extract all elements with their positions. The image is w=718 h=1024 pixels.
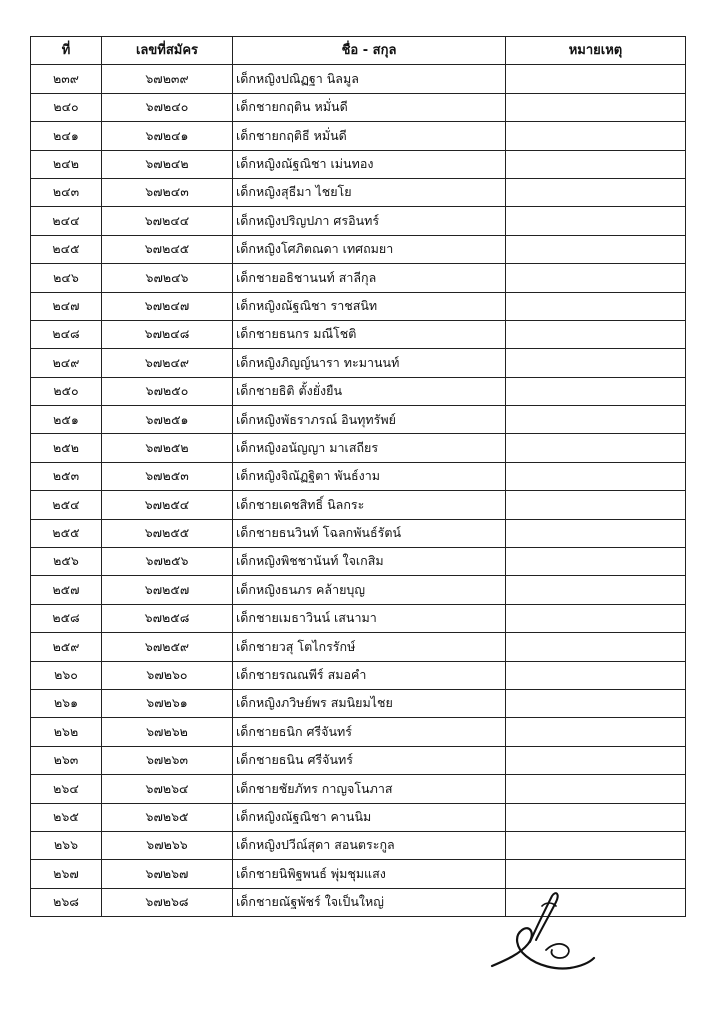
row-name: เด็กหญิงจิณัฏฐิตา พันธ์งาม bbox=[233, 462, 506, 490]
row-no: ๒๔๗ bbox=[31, 292, 102, 320]
table-row bbox=[31, 689, 686, 717]
row-remarks bbox=[506, 661, 686, 689]
row-name: เด็กชายวสุ โตไกรรักษ์ bbox=[233, 633, 506, 661]
row-remarks bbox=[506, 604, 686, 632]
row-remarks bbox=[506, 264, 686, 292]
row-application-no: ๖๗๒๖๖ bbox=[102, 831, 233, 859]
row-name: เด็กหญิงปวีณ์สุดา สอนตระกูล bbox=[233, 831, 506, 859]
row-application-no: ๖๗๒๖๔ bbox=[102, 775, 233, 803]
row-remarks bbox=[506, 320, 686, 348]
row-name: เด็กชายธิติ ตั้งยั่งยืน bbox=[233, 377, 506, 405]
row-no: ๒๖๓ bbox=[31, 746, 102, 774]
row-name: เด็กชายธนวินท์ โฉลกพันธ์รัตน์ bbox=[233, 519, 506, 547]
row-no: ๒๖๕ bbox=[31, 803, 102, 831]
row-no: ๒๖๐ bbox=[31, 661, 102, 689]
row-application-no: ๖๗๒๔๓ bbox=[102, 178, 233, 206]
row-no: ๒๕๑ bbox=[31, 406, 102, 434]
row-application-no: ๖๗๒๖๒ bbox=[102, 718, 233, 746]
row-name: เด็กชายนิพิฐพนธ์ พุ่มชุมแสง bbox=[233, 860, 506, 888]
row-application-no: ๖๗๒๖๘ bbox=[102, 888, 233, 916]
row-remarks bbox=[506, 775, 686, 803]
row-no: ๒๖๖ bbox=[31, 831, 102, 859]
table-row bbox=[31, 576, 686, 604]
header-row bbox=[31, 37, 686, 65]
signature bbox=[486, 884, 606, 984]
row-no: ๒๕๙ bbox=[31, 633, 102, 661]
row-application-no: ๖๗๒๕๓ bbox=[102, 462, 233, 490]
row-name: เด็กหญิงภิญญ์นารา ทะมานนท์ bbox=[233, 349, 506, 377]
row-name: เด็กหญิงณัฐณิชา เม่นทอง bbox=[233, 150, 506, 178]
row-application-no: ๖๗๒๔๖ bbox=[102, 264, 233, 292]
table-row bbox=[31, 604, 686, 632]
row-no: ๒๔๓ bbox=[31, 178, 102, 206]
table-row bbox=[31, 718, 686, 746]
row-remarks bbox=[506, 377, 686, 405]
row-remarks bbox=[506, 519, 686, 547]
row-remarks bbox=[506, 831, 686, 859]
row-name: เด็กหญิงโศภิตณดา เทศถมยา bbox=[233, 235, 506, 263]
applicant-table bbox=[30, 36, 686, 917]
row-remarks bbox=[506, 122, 686, 150]
table-row bbox=[31, 292, 686, 320]
row-name: เด็กหญิงณัฐณิชา คานนิม bbox=[233, 803, 506, 831]
row-application-no: ๖๗๒๔๐ bbox=[102, 93, 233, 121]
row-no: ๒๖๔ bbox=[31, 775, 102, 803]
row-application-no: ๖๗๒๖๗ bbox=[102, 860, 233, 888]
row-remarks bbox=[506, 150, 686, 178]
row-remarks bbox=[506, 718, 686, 746]
row-application-no: ๖๗๒๓๙ bbox=[102, 65, 233, 93]
row-application-no: ๖๗๒๕๒ bbox=[102, 434, 233, 462]
row-application-no: ๖๗๒๔๑ bbox=[102, 122, 233, 150]
table-row bbox=[31, 406, 686, 434]
table-body bbox=[31, 65, 686, 917]
row-remarks bbox=[506, 576, 686, 604]
row-no: ๒๔๔ bbox=[31, 207, 102, 235]
row-application-no: ๖๗๒๔๙ bbox=[102, 349, 233, 377]
row-application-no: ๖๗๒๖๕ bbox=[102, 803, 233, 831]
table-row bbox=[31, 746, 686, 774]
header-name: ชื่อ - สกุล bbox=[233, 37, 506, 65]
row-no: ๒๕๗ bbox=[31, 576, 102, 604]
row-remarks bbox=[506, 178, 686, 206]
row-name: เด็กหญิงณัฐณิชา ราชสนิท bbox=[233, 292, 506, 320]
row-remarks bbox=[506, 491, 686, 519]
row-name: เด็กชายรณณพีร์ สมอคำ bbox=[233, 661, 506, 689]
row-application-no: ๖๗๒๔๗ bbox=[102, 292, 233, 320]
row-remarks bbox=[506, 349, 686, 377]
row-application-no: ๖๗๒๕๙ bbox=[102, 633, 233, 661]
row-no: ๒๔๖ bbox=[31, 264, 102, 292]
row-no: ๒๖๒ bbox=[31, 718, 102, 746]
table-row bbox=[31, 519, 686, 547]
table-row bbox=[31, 122, 686, 150]
row-name: เด็กหญิงพัธราภรณ์ อินทุทรัพย์ bbox=[233, 406, 506, 434]
row-remarks bbox=[506, 434, 686, 462]
row-name: เด็กชายณัฐพัชร์ ใจเป็นใหญ่ bbox=[233, 888, 506, 916]
row-name: เด็กหญิงปณิฏฐา นิลมูล bbox=[233, 65, 506, 93]
row-no: ๒๕๕ bbox=[31, 519, 102, 547]
table-row bbox=[31, 320, 686, 348]
table-row bbox=[31, 491, 686, 519]
row-name: เด็กชายกฤติน หมั่นดี bbox=[233, 93, 506, 121]
row-application-no: ๖๗๒๕๕ bbox=[102, 519, 233, 547]
table-header bbox=[31, 37, 686, 65]
row-no: ๒๓๙ bbox=[31, 65, 102, 93]
row-no: ๒๖๑ bbox=[31, 689, 102, 717]
row-application-no: ๖๗๒๖๓ bbox=[102, 746, 233, 774]
row-name: เด็กชายธนิก ศรีจันทร์ bbox=[233, 718, 506, 746]
table-row bbox=[31, 178, 686, 206]
table-row bbox=[31, 349, 686, 377]
row-remarks bbox=[506, 462, 686, 490]
row-name: เด็กชายธนกร มณีโชติ bbox=[233, 320, 506, 348]
table-row bbox=[31, 150, 686, 178]
row-no: ๒๔๒ bbox=[31, 150, 102, 178]
header-no: ที่ bbox=[31, 37, 102, 65]
row-name: เด็กหญิงธนภร คล้ายบุญ bbox=[233, 576, 506, 604]
row-application-no: ๖๗๒๕๑ bbox=[102, 406, 233, 434]
row-name: เด็กหญิงสุธีมา ไชยโย bbox=[233, 178, 506, 206]
row-no: ๒๔๐ bbox=[31, 93, 102, 121]
row-application-no: ๖๗๒๔๒ bbox=[102, 150, 233, 178]
row-name: เด็กชายกฤติธี หมั่นดี bbox=[233, 122, 506, 150]
row-no: ๒๕๐ bbox=[31, 377, 102, 405]
row-application-no: ๖๗๒๖๑ bbox=[102, 689, 233, 717]
row-application-no: ๖๗๒๕๐ bbox=[102, 377, 233, 405]
row-no: ๒๔๘ bbox=[31, 320, 102, 348]
row-no: ๒๔๕ bbox=[31, 235, 102, 263]
row-remarks bbox=[506, 689, 686, 717]
row-application-no: ๖๗๒๔๘ bbox=[102, 320, 233, 348]
row-application-no: ๖๗๒๔๔ bbox=[102, 207, 233, 235]
row-no: ๒๔๑ bbox=[31, 122, 102, 150]
row-name: เด็กชายเมธาวินน์ เสนามา bbox=[233, 604, 506, 632]
table-row bbox=[31, 93, 686, 121]
table-row bbox=[31, 264, 686, 292]
row-application-no: ๖๗๒๕๘ bbox=[102, 604, 233, 632]
row-application-no: ๖๗๒๔๕ bbox=[102, 235, 233, 263]
row-name: เด็กชายเดชสิทธิ์ นิลกระ bbox=[233, 491, 506, 519]
row-no: ๒๔๙ bbox=[31, 349, 102, 377]
row-name: เด็กหญิงภวิษย์พร สมนิยมไชย bbox=[233, 689, 506, 717]
row-no: ๒๖๘ bbox=[31, 888, 102, 916]
row-remarks bbox=[506, 292, 686, 320]
row-remarks bbox=[506, 633, 686, 661]
row-remarks bbox=[506, 65, 686, 93]
table-row bbox=[31, 462, 686, 490]
row-application-no: ๖๗๒๕๖ bbox=[102, 548, 233, 576]
table-row bbox=[31, 633, 686, 661]
row-name: เด็กหญิงปริญปภา ศรอินทร์ bbox=[233, 207, 506, 235]
row-no: ๒๖๗ bbox=[31, 860, 102, 888]
row-remarks bbox=[506, 93, 686, 121]
row-no: ๒๕๖ bbox=[31, 548, 102, 576]
table-row bbox=[31, 803, 686, 831]
table-row bbox=[31, 65, 686, 93]
row-name: เด็กชายอธิชานนท์ สาลีกุล bbox=[233, 264, 506, 292]
row-name: เด็กหญิงอนัญญา มาเสถียร bbox=[233, 434, 506, 462]
table-row bbox=[31, 775, 686, 803]
table-row bbox=[31, 434, 686, 462]
row-name: เด็กชายธนิน ศรีจันทร์ bbox=[233, 746, 506, 774]
row-application-no: ๖๗๒๕๗ bbox=[102, 576, 233, 604]
table-row bbox=[31, 548, 686, 576]
row-no: ๒๕๔ bbox=[31, 491, 102, 519]
row-no: ๒๕๓ bbox=[31, 462, 102, 490]
row-application-no: ๖๗๒๖๐ bbox=[102, 661, 233, 689]
row-remarks bbox=[506, 207, 686, 235]
table-row bbox=[31, 235, 686, 263]
header-application-no: เลขที่สมัคร bbox=[102, 37, 233, 65]
row-name: เด็กหญิงพิชชานันท์ ใจเกสิม bbox=[233, 548, 506, 576]
row-remarks bbox=[506, 235, 686, 263]
row-name: เด็กชายชัยภัทร กาญจโนภาส bbox=[233, 775, 506, 803]
row-remarks bbox=[506, 803, 686, 831]
table-row bbox=[31, 661, 686, 689]
table-row bbox=[31, 377, 686, 405]
table-row bbox=[31, 831, 686, 859]
row-remarks bbox=[506, 548, 686, 576]
row-remarks bbox=[506, 746, 686, 774]
header-remarks: หมายเหตุ bbox=[506, 37, 686, 65]
table-row bbox=[31, 207, 686, 235]
row-no: ๒๕๘ bbox=[31, 604, 102, 632]
row-application-no: ๖๗๒๕๔ bbox=[102, 491, 233, 519]
row-remarks bbox=[506, 406, 686, 434]
row-no: ๒๕๒ bbox=[31, 434, 102, 462]
